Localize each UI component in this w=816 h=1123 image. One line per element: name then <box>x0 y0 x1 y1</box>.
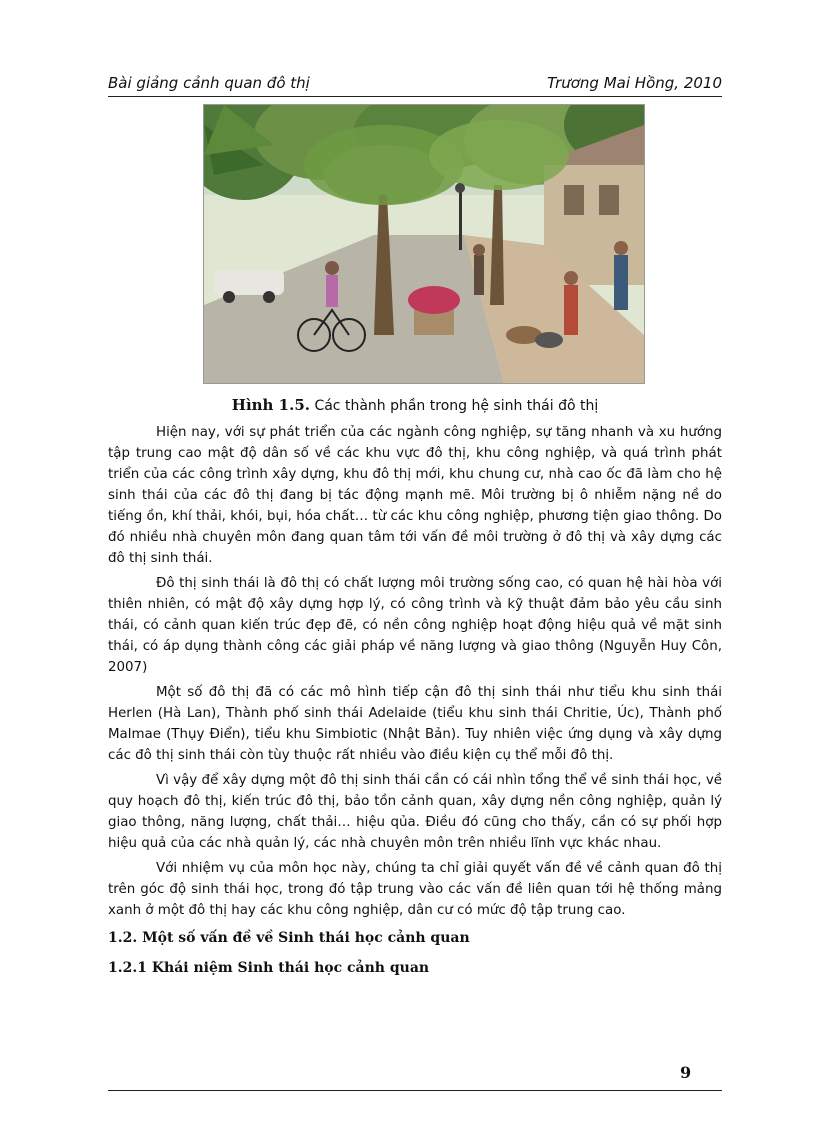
paragraph: Vì vậy để xây dựng một đô thị sinh thái cần có cái nhìn tổng thể về sinh thái học, về quy hoạch đô thị, kiến trúc đô thị, bảo tồn cảnh quan, xây dựng nền công nghiệp, quản lý giao thông, năng lượng, chất thải… hiệu qủa. Điều đó cũng cho thấy, cần có sự phối hợp hiệu quả của các nhà quản lý, các nhà chuyên môn trên nhiều lĩnh vực khác nhau. <box>108 773 722 851</box>
figure-caption <box>108 396 722 414</box>
figure-label: Hình 1.5. <box>231 396 310 414</box>
page-header <box>108 74 722 97</box>
page-number: 9 <box>680 1063 692 1082</box>
paragraph: Một số đô thị đã có các mô hình tiếp cận đô thị sinh thái như tiểu khu sinh thái Herlen (Hà Lan), Thành phố sinh thái Adelaide (tiểu khu sinh thái Chritie, Úc), Thành phố Malmae (Thụy Điển), tiểu khu Simbiotic (Nhật Bản). Tuy nhiên việc ứng dụng và xây dựng các đô thị sinh thái còn tùy thuộc rất nhiều vào điều kiện cụ thể mỗi đô thị. <box>108 685 722 763</box>
figure-caption-text: Các thành phần trong hệ sinh thái đô thị <box>314 398 599 414</box>
paragraph: Hiện nay, với sự phát triển của các ngành công nghiệp, sự tăng nhanh và xu hướng tập trung cao mật độ dân số về các khu vực đô thị, khu công nghiệp, và quá trình phát triển của các công trình xây dựng, khu đô thị mới, khu chung cư, nhà cao ốc đã làm cho hệ sinh thái của các đô thị đang bị tác động mạnh mẽ. Môi trường bị ô nhiễm nặng nề do tiếng ồn, khí thải, khói, bụi, hóa chất… từ các khu công nghiệp, phương tiện giao thông. Do đó nhiều nhà chuyên môn đang quan tâm tới vấn đề môi trường ở đô thị và xây dựng các đô thị sinh thái. <box>108 425 722 566</box>
subsection-heading: 1.2.1 Khái niệm Sinh thái học cảnh quan <box>108 960 430 976</box>
paragraph: Với nhiệm vụ của môn học này, chúng ta chỉ giải quyết vấn đề về cảnh quan đô thị trên góc độ sinh thái học, trong đó tập trung vào các vấn đề liên quan tới hệ thống mảng xanh ở một đô thị hay các khu công nghiệp, dân cư có mức độ tập trung cao. <box>108 861 722 918</box>
footer-rule <box>108 1090 722 1091</box>
section-heading: 1.2. Một số vấn đề về Sinh thái học cảnh quan <box>108 930 470 946</box>
paragraph: Đô thị sinh thái là đô thị có chất lượng môi trường sống cao, có quan hệ hài hòa với thiên nhiên, có mật độ xây dựng hợp lý, có công trình và kỹ thuật đảm bảo yêu cầu sinh thái, có cảnh quan kiến trúc đẹp đẽ, có nền công nghiệp hoạt động hiệu quả về mặt sinh thái, có áp dụng thành công các giải pháp về năng lượng và giao thông (Nguyễn Huy Côn, 2007) <box>108 576 722 675</box>
street-scene-illustration <box>203 104 645 384</box>
body-text <box>108 422 722 981</box>
header-author-year: Trương Mai Hồng, 2010 <box>547 74 722 92</box>
header-course-title: Bài giảng cảnh quan đô thị <box>108 74 310 92</box>
